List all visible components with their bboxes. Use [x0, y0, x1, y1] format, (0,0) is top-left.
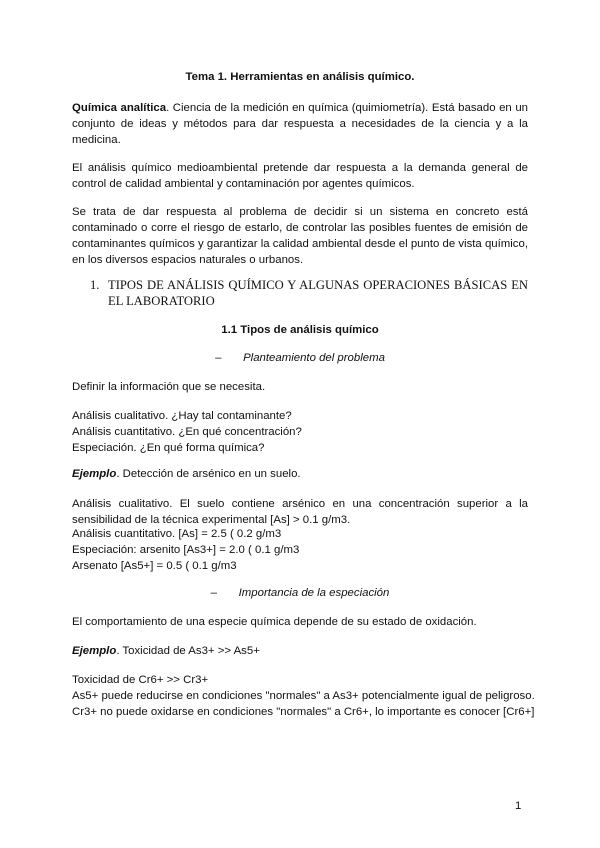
- toxicity-line: Toxicidad de Cr6+ >> Cr3+: [72, 674, 209, 686]
- item-planteamiento-text: Planteamiento del problema: [243, 352, 385, 364]
- example-arsenic: [72, 466, 528, 482]
- dash-bullet: –: [210, 587, 217, 599]
- analysis-line: Análisis cuantitativo. ¿En qué concentración?: [72, 426, 302, 438]
- analysis-line: Análisis cualitativo. ¿Hay tal contaminante?: [72, 410, 292, 422]
- dash-bullet: –: [215, 352, 222, 364]
- qualitative-analysis: Análisis cualitativo. El suelo contiene arsénico en una concentración superior a la sensibilidad de la técnica experimental [As] > 0.1 g/m3.: [72, 498, 528, 526]
- toxicity-list: [72, 672, 535, 720]
- behaviour-text: El comportamiento de una especie química depende de su estado de oxidación.: [72, 616, 477, 628]
- value-line: Arsenato [As5+] = 0.5 ( 0.1 g/m3: [72, 560, 237, 572]
- toxicity-line: As5+ puede reducirse en condiciones "normales" a As3+ potencialmente igual de peligroso.: [72, 690, 535, 702]
- section-heading-1: [90, 277, 528, 309]
- paragraph-environmental: El análisis químico medioambiental pretende dar respuesta a la demanda general de control de calidad ambiental y contaminación por agentes químicos.: [72, 162, 528, 190]
- values-list: [72, 526, 528, 574]
- page-title: Tema 1. Herramientas en análisis químico.: [185, 71, 415, 83]
- example-text: . Detección de arsénico en un suelo.: [116, 468, 301, 480]
- item-planteamiento: [72, 350, 528, 366]
- page-number: 1: [515, 800, 522, 812]
- section-number: 1.: [90, 278, 100, 292]
- subsection-heading: 1.1 Tipos de análisis químico: [221, 324, 379, 336]
- item-especiacion: [72, 585, 528, 601]
- example-toxicity: [72, 643, 528, 659]
- item-especiacion-text: Importancia de la especiación: [238, 587, 390, 599]
- example-text: . Toxicidad de As3+ >> As5+: [116, 645, 260, 657]
- paragraph-analytical-chemistry: [72, 100, 528, 148]
- example-label: Ejemplo: [72, 645, 117, 657]
- value-line: Análisis cuantitativo. [As] = 2.5 ( 0.2 g/m3: [72, 528, 282, 540]
- term-quimica-analitica: Química analítica: [72, 102, 167, 114]
- analysis-line: Especiación. ¿En qué forma química?: [72, 442, 265, 454]
- define-info: Definir la información que se necesita.: [72, 381, 266, 393]
- analysis-list: [72, 408, 528, 456]
- example-label: Ejemplo: [72, 468, 117, 480]
- value-line: Especiación: arsenito [As3+] = 2.0 ( 0.1 g/m3: [72, 544, 300, 556]
- section-title: TIPOS DE ANÁLISIS QUÍMICO Y ALGUNAS OPERACIONES BÁSICAS EN EL LABORATORIO: [108, 278, 528, 308]
- definition-text: . Ciencia de la medición en química (quimiometría). Está basado en un conjunto de ideas y métodos para dar respuesta a necesidades de la ciencia y a la medicina.: [72, 102, 528, 146]
- toxicity-line: Cr3+ no puede oxidarse en condiciones "normales" a Cr6+, lo importante es conocer [Cr6+]: [72, 706, 535, 718]
- paragraph-problem: Se trata de dar respuesta al problema de decidir si un sistema en concreto está contaminado o corre el riesgo de estarlo, de controlar las posibles fuentes de emisión de contaminantes químicos y garantizar la calidad ambiental desde el punto de vista químico, en los diversos espacios naturales o urbanos.: [72, 206, 528, 266]
